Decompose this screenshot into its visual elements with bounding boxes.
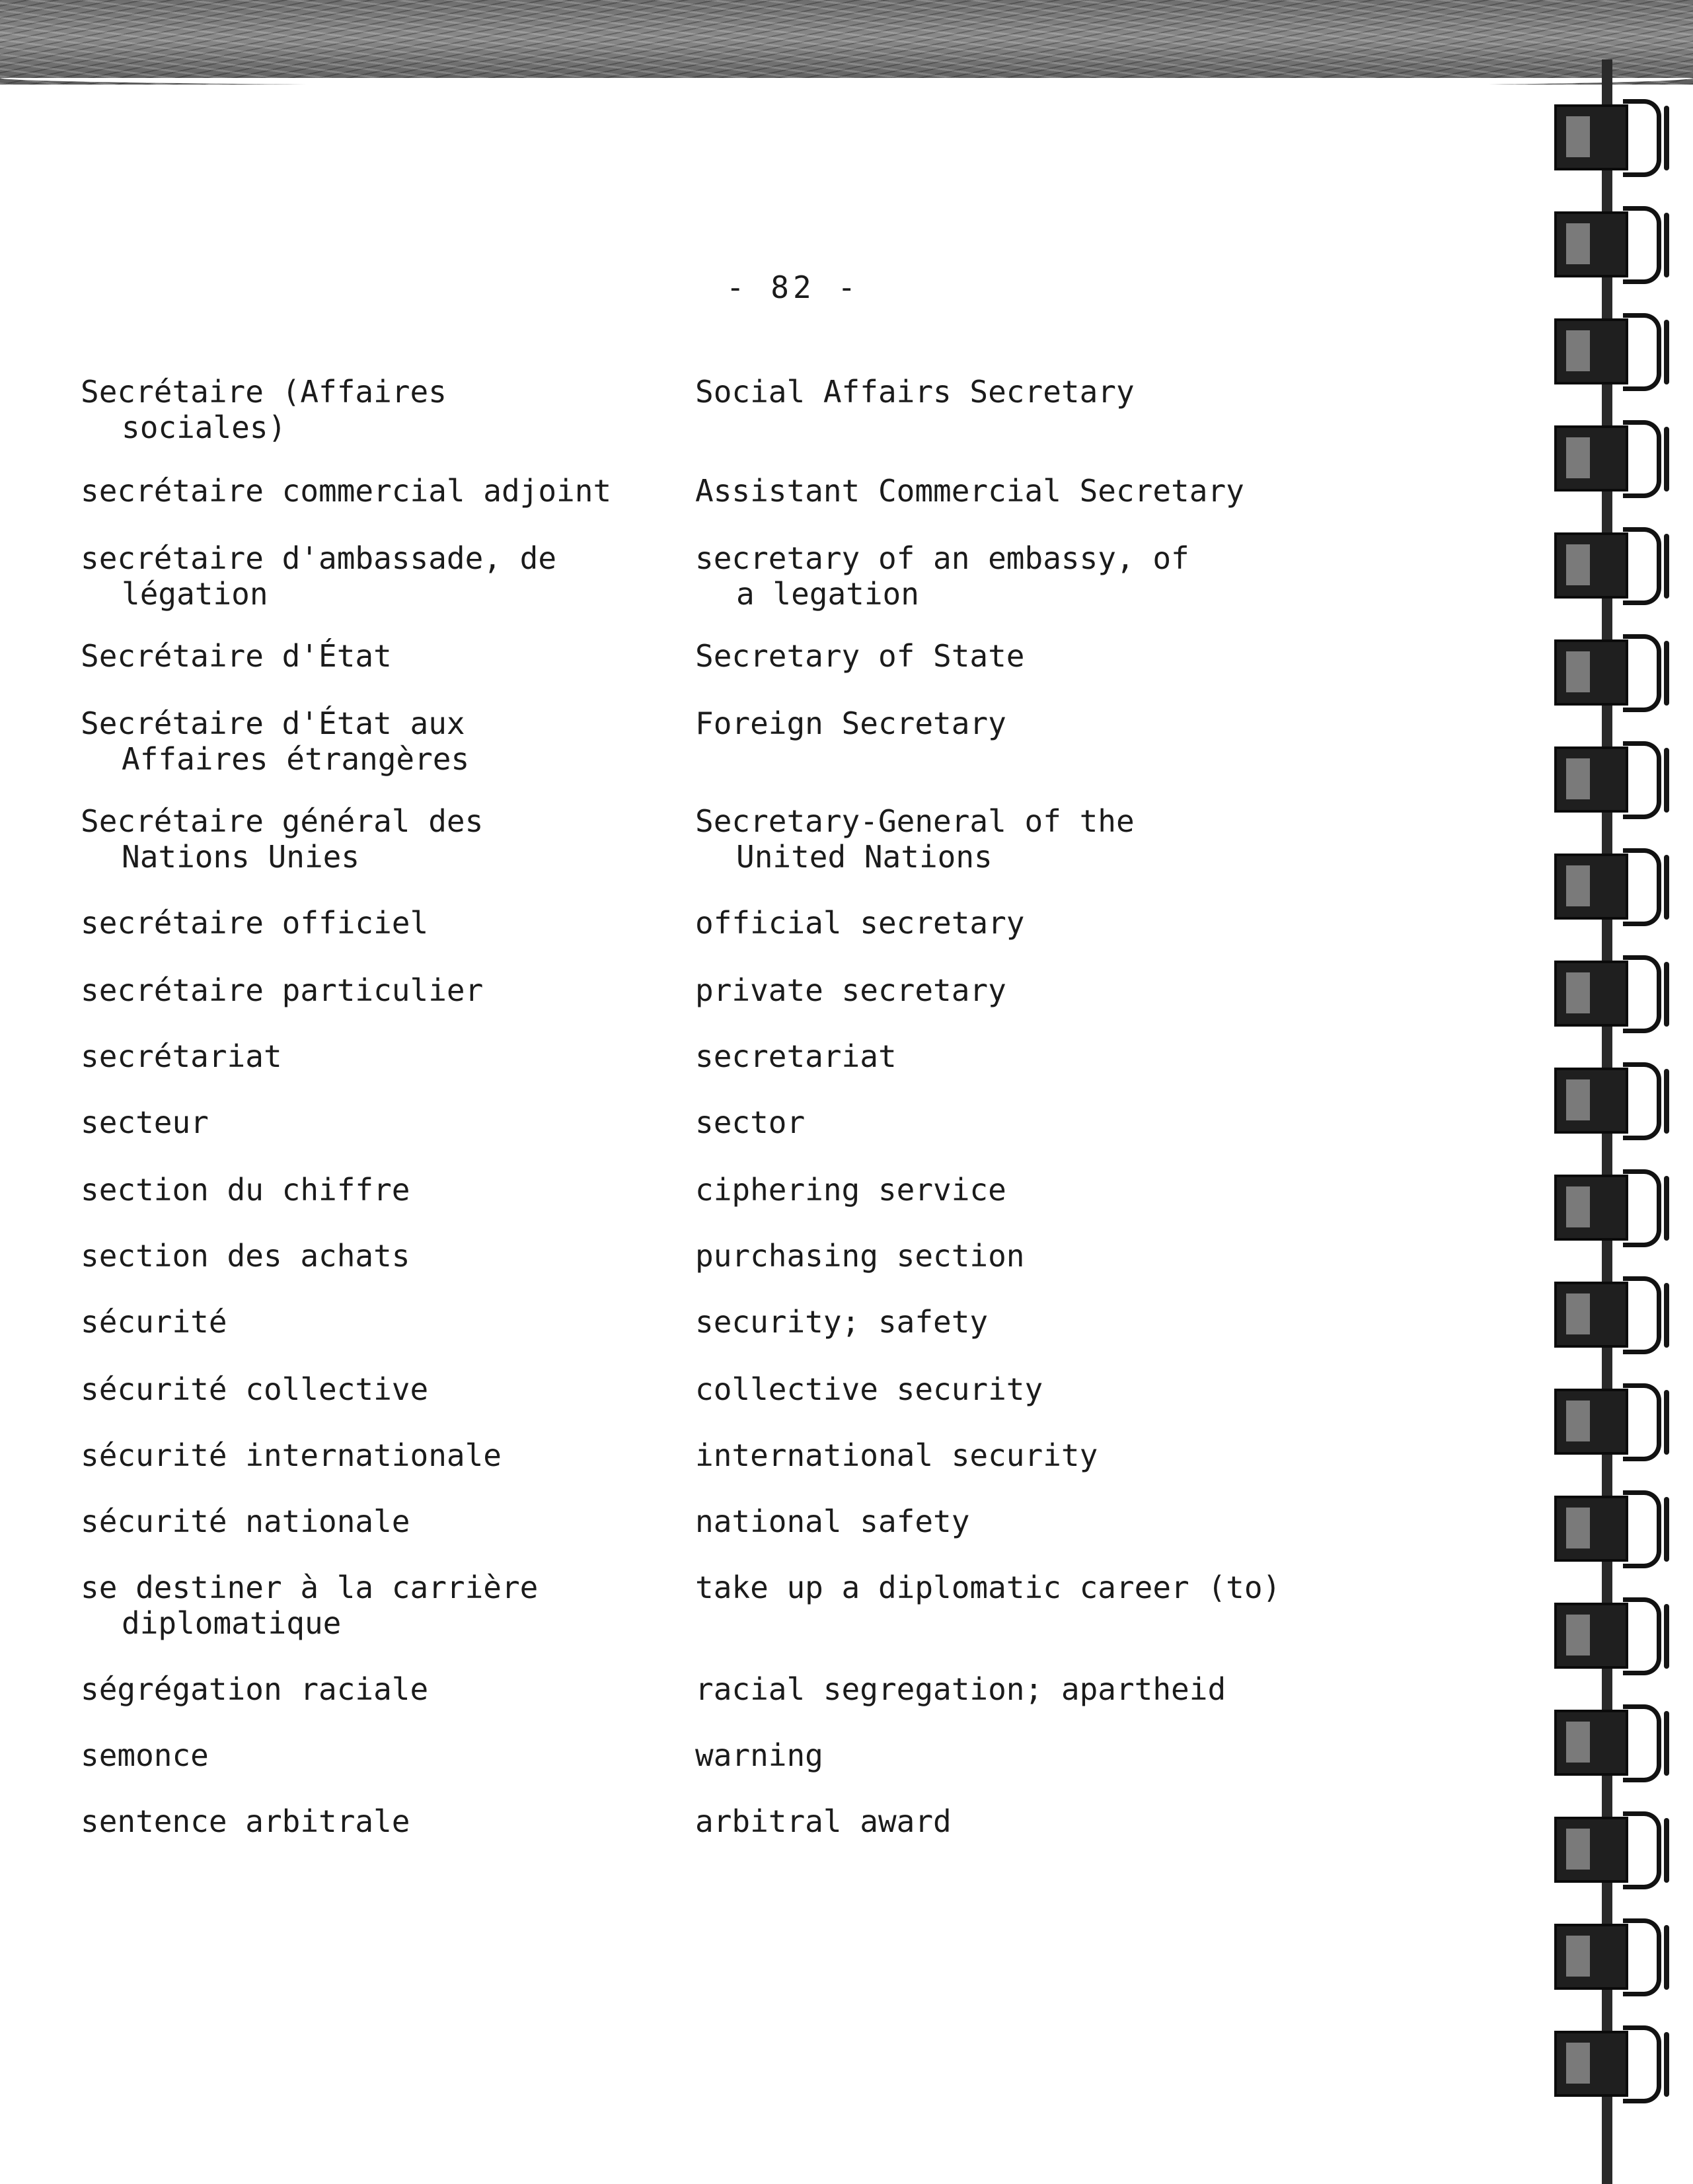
glossary-entry [0, 706, 1421, 778]
glossary-entry [0, 1172, 1421, 1245]
binding-ring [1554, 1169, 1680, 1247]
english-translation: purchasing section [695, 1238, 1025, 1274]
english-translation: national safety [695, 1504, 970, 1539]
english-translation: international security [695, 1438, 1098, 1473]
binding-ring [1554, 955, 1680, 1033]
glossary-entry [0, 803, 1421, 876]
english-translation: Secretary-General of the United Nations [695, 803, 1135, 875]
glossary-entry [0, 905, 1421, 978]
english-translation: Secretary of State [695, 638, 1025, 674]
spiral-binding [1541, 59, 1693, 2184]
binding-ring [1554, 1062, 1680, 1140]
glossary-entry [0, 1671, 1421, 1744]
english-translation: racial segregation; apartheid [695, 1671, 1226, 1707]
english-translation: Foreign Secretary [695, 706, 1006, 741]
glossary-entry [0, 473, 1421, 546]
glossary-entry [0, 638, 1421, 711]
binding-ring [1554, 527, 1680, 605]
glossary-entry [0, 972, 1421, 1045]
french-term: secrétaire d'ambassade, de légation [81, 540, 557, 612]
english-translation: sector [695, 1105, 806, 1140]
english-translation: Social Affairs Secretary [695, 374, 1135, 410]
binding-ring [1554, 1383, 1680, 1461]
french-term: sécurité collective [81, 1371, 429, 1407]
french-term: section des achats [81, 1238, 410, 1274]
glossary-entry [0, 1105, 1421, 1177]
glossary-entry [0, 1238, 1421, 1311]
french-term: secrétaire officiel [81, 905, 429, 941]
glossary-entry [0, 1570, 1421, 1642]
french-term: Secrétaire d'État [81, 638, 392, 674]
french-term: secrétariat [81, 1038, 282, 1074]
french-term: semonce [81, 1737, 209, 1773]
french-term: se destiner à la carrière diplomatique [81, 1570, 539, 1641]
english-translation: private secretary [695, 972, 1006, 1008]
binding-ring [1554, 420, 1680, 498]
french-term: Secrétaire (Affaires sociales) [81, 374, 447, 445]
glossary-entry [0, 1737, 1421, 1810]
binding-ring [1554, 741, 1680, 819]
french-term: ségrégation raciale [81, 1671, 429, 1707]
french-term: secrétaire particulier [81, 972, 484, 1008]
binding-ring [1554, 1276, 1680, 1354]
english-translation: collective security [695, 1371, 1043, 1407]
english-translation: secretariat [695, 1038, 897, 1074]
french-term: Secrétaire général des Nations Unies [81, 803, 484, 875]
french-term: Secrétaire d'État aux Affaires étrangères [81, 706, 470, 777]
french-term: sécurité internationale [81, 1438, 502, 1473]
english-translation: warning [695, 1737, 823, 1773]
french-term: section du chiffre [81, 1172, 410, 1208]
english-translation: official secretary [695, 905, 1025, 941]
french-term: secteur [81, 1105, 209, 1140]
english-translation: security; safety [695, 1304, 989, 1340]
glossary-entry [0, 374, 1421, 447]
binding-ring [1554, 206, 1680, 284]
binding-ring [1554, 1918, 1680, 1996]
english-translation: Assistant Commercial Secretary [695, 473, 1244, 509]
binding-ring [1554, 1704, 1680, 1782]
page-number: - 82 - [726, 270, 860, 305]
binding-ring [1554, 313, 1680, 391]
binding-ring [1554, 848, 1680, 926]
english-translation: arbitral award [695, 1803, 952, 1839]
glossary-entry [0, 1304, 1421, 1377]
english-translation: ciphering service [695, 1172, 1006, 1208]
glossary-entry [0, 540, 1421, 613]
french-term: secrétaire commercial adjoint [81, 473, 612, 509]
french-term: sécurité nationale [81, 1504, 410, 1539]
binding-ring [1554, 1811, 1680, 1889]
binding-ring [1554, 1490, 1680, 1568]
binding-ring [1554, 634, 1680, 712]
binding-ring [1554, 1597, 1680, 1675]
glossary-entry [0, 1438, 1421, 1510]
english-translation: secretary of an embassy, of a legation [695, 540, 1189, 612]
glossary-entry [0, 1803, 1421, 1876]
glossary-entry [0, 1371, 1421, 1444]
french-term: sentence arbitrale [81, 1803, 410, 1839]
glossary-entry [0, 1038, 1421, 1111]
glossary-entry [0, 1504, 1421, 1576]
french-term: sécurité [81, 1304, 227, 1340]
binding-ring [1554, 99, 1680, 177]
english-translation: take up a diplomatic career (to) [695, 1570, 1281, 1605]
binding-ring [1554, 2025, 1680, 2103]
